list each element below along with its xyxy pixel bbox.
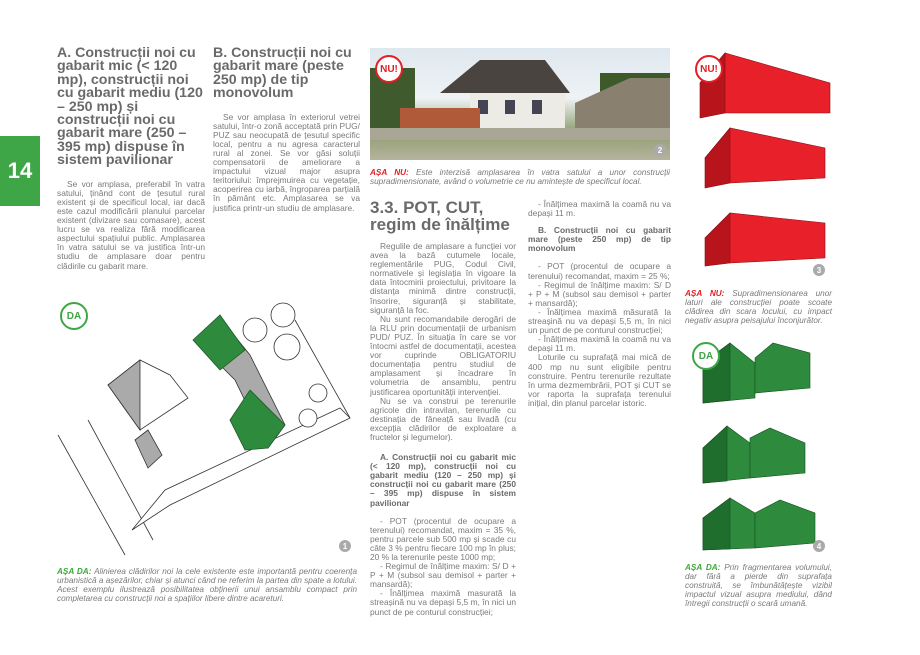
caption-2 (370, 169, 670, 187)
column-a (57, 47, 205, 271)
da-badge: DA (60, 302, 88, 330)
nu-badge: NU! (695, 55, 723, 83)
heading-a: A. Construcții noi cu gabarit mic (< 120 mp), construcții noi cu gabarit mediu (120 – 250 mp) și construcții noi cu gabarit mare (250 – 395 mp) dispuse în sistem pavilionar (57, 45, 203, 169)
caption-4 (685, 564, 832, 609)
caption-label: AȘA NU: (370, 168, 409, 177)
list-item: - Înălțimea maximă masurată la streașină nu va depași 5,5 m, în nici un punct de pe conturul construcției; (370, 588, 516, 617)
caption-text: Alinierea clădirilor noi la cele existente este importantă pentru coerența urbanistică a așezărilor, chiar și atunci când ne referim la partea din spate a lotului. Acest exemplu ilustrează posibilitatea obținerii unui ansamblu compact prin completarea cu construcții noi a spațiilor libere dintre acareturi. (57, 567, 357, 603)
house-photo (370, 48, 670, 160)
caption-label: AȘA DA: (57, 567, 92, 576)
figure-number: 3 (813, 264, 825, 276)
paragraph: Nu sunt recomandabile derogări de la RLU prin documentații de urbanism PUD/ PUZ. În situația în care se vor întocmi astfel de documentații, acestea vor cuprinde OBLIGATORIU documentația pentru studiul de amplasament și încadrare în volumetria de ansamblu, pentru justificarea oportunității intervenției. (370, 313, 516, 397)
heading-b: B. Construcții noi cu gabarit mare (peste 250 mp) de tip monovolum (213, 45, 352, 102)
figure-number: 4 (813, 540, 825, 552)
paragraph: Regulile de amplasare a funcției vor avea la bază cutumele locale, reglementările PUG, Codul Civil, normativele și legislația în vigoare la data întocmirii proiectului, privitoare la distanța minimă dintre construcții, însorire, siguranță și stabilitate, siguranță la foc. (370, 241, 516, 315)
list-item: - Înălțimea maximă la coamă nu va depași 11 m. (528, 334, 671, 354)
figure-number: 1 (339, 540, 351, 552)
list-item: - POT (procentul de ocupare a terenului) recomandat, maxim = 35 %, pentru parcele sub 500 mp și scade cu câte 3 % pentru fiecare 100 mp în plus; 20 % la terenurile peste 1000 mp; (370, 515, 516, 562)
caption-text: Este interzisă amplasarea în vatra satului a unor construcții supradimensionate, având o volumetrie ce nu amintește de specificul local. (370, 168, 670, 186)
da-badge: DA (692, 342, 720, 370)
list-item: - Regimul de înălțime maxim: S/ D + P + M (subsol sau demisol + parter + mansardă); (370, 561, 516, 590)
subheading-a: A. Construcții noi cu gabarit mic (< 120 mp), construcții noi cu gabarit mediu (120 – 250 mp) și construcții noi cu gabarit mare (250 – 395 mp) dispuse în sistem pavilionar (370, 452, 516, 508)
section-heading: 3.3. POT, CUT, regim de înălțime (370, 198, 510, 234)
figure-1-site-plan (40, 290, 360, 560)
body-b: Se vor amplasa în exteriorul vetrei satului, într-o zonă acceptată prin PUG/ PUZ sau neocupată de țesutul specific local, pentru a nu agresa caracterul rural al zonei. Se vor găsi soluții compensatorii de ameliorare a impactului vizual major asupra teritoriului: împrejmuirea cu vegetație, acoperirea cu iarbă, îngroparea parțială în pământ etc. Amplasarea se va justifica printr-un studiu de amplasare. (213, 111, 360, 213)
column-b (213, 47, 360, 213)
section-column-1 (370, 200, 516, 617)
green-house-models (685, 338, 835, 556)
subheading-b: B. Construcții noi cu gabarit mare (peste 250 mp) de tip monovolum (528, 225, 671, 254)
nu-badge: NU! (375, 55, 403, 83)
caption-label: AȘA DA: (685, 563, 721, 572)
caption-text: Supradimensionarea unor laturi ale construcției poate scoate clădirea din scara locului, cu impact negativ asupra peisajului înconjurător. (685, 289, 832, 325)
list-item: - Înălțimea maximă la coamă nu va depași 11 m. (528, 199, 671, 219)
caption-1 (57, 568, 357, 604)
body-a: Se vor amplasa, preferabil în vatra satului, ținând cont de țesutul rural existent și de specificul local, iar dacă este cazul modificării planului parcelar existent (divizare sau comasare), acest lucru se va realiza fără modificarea aspectului spațiului public. Amplasarea în vatra satului se va justifica într-un studiu de amplasare doar pentru clădirile cu gabarit mare. (57, 178, 205, 271)
figure-2-photo (370, 48, 670, 160)
section-column-2 (528, 200, 671, 408)
list-item: - Regimul de înălțime maxim: S/ D + P + M (subsol sau demisol + parter + mansardă); (528, 279, 671, 308)
caption-3 (685, 290, 832, 326)
figure-4-green-volumes (685, 338, 835, 556)
paragraph: Loturile cu suprafață mai mică de 400 mp nu sunt eligibile pentru construire. Pentru terenurile rezultate în urma dezmembrării, POT și CUT se vor raporta la suprafața terenului inițial, din planul parcelar istoric. (528, 352, 671, 408)
list-item: - POT (procentul de ocupare a terenului) recomandat, maxim = 25 %; (528, 261, 671, 281)
page-number-tab: 14 (0, 136, 40, 206)
list-item: - Înălțimea maximă măsurată la streașină nu va depași 5,5 m, în nici un punct de pe conturul construcției; (528, 306, 671, 336)
figure-3-red-volumes (685, 48, 835, 278)
caption-text: Prin fragmentarea volumului, dar fără a pierde din suprafața construită, se îmbunătățește vizibil impactul vizual asupra mediului, dând întregii construcții o scară umană. (685, 563, 833, 608)
caption-label: AȘA NU: (685, 289, 725, 298)
site-plan-drawing (40, 290, 360, 560)
paragraph: Nu se va construi pe terenurile agricole din intravilan, terenurile cu destinația de fâneață sau livadă (cu excepția clădirilor de exploatare a fructelor și legumelor). (370, 395, 516, 442)
figure-number: 2 (654, 144, 666, 156)
